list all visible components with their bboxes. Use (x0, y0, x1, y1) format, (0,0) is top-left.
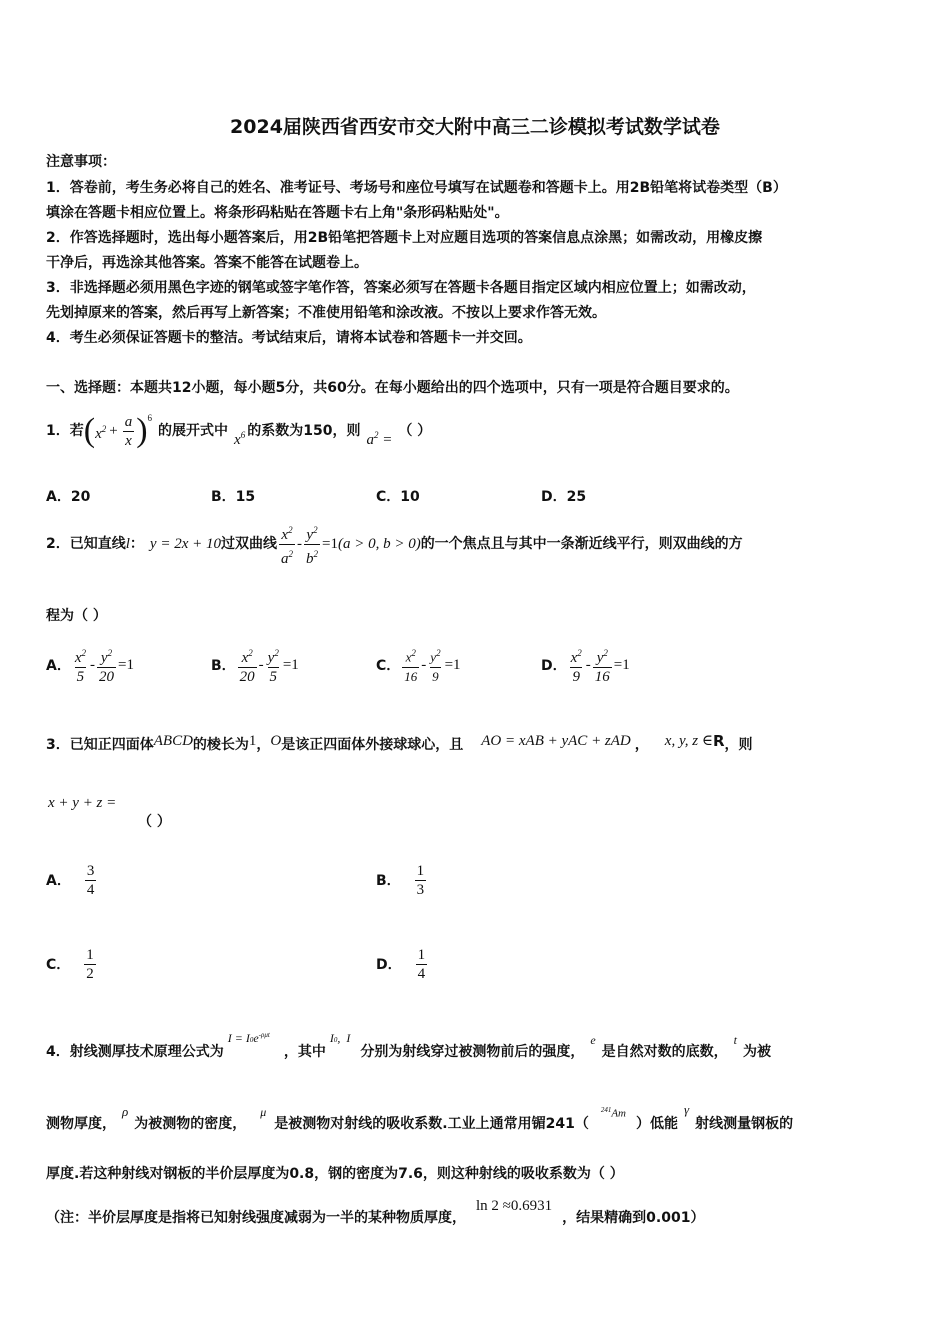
q4-text: ，其中 (283, 1044, 326, 1060)
q4-text: 是自然对数的底数， (601, 1044, 728, 1060)
section-heading: 一、选择题：本题共12小题，每小题5分，共60分。在每小题给出的四个选项中，只有一项是符合题目要求的。 (46, 380, 739, 396)
gamma-symbol: γ (684, 1102, 690, 1117)
question-3 (46, 730, 753, 760)
right-paren: ) (136, 412, 148, 449)
center-point: O (270, 733, 282, 749)
q2-prefix: 2．已知直线 (46, 536, 126, 552)
notice-line: 填涂在答题卡相应位置上。将条形码粘贴在答题卡右上角"条形码粘贴处"。 (46, 205, 509, 221)
q3-text: 是该正四面体外接球球心，且 (281, 737, 464, 753)
q2-text: 的一个焦点且与其中一条渐近线平行，则双曲线的方 (420, 536, 743, 552)
question-2: 2．已知直线 l ： y = 2x + 10 过双曲线 $\frac{x^2}{a^2}$ - $\frac{y^2}{b^2}$ =1 (a > 0, b > 0) 的一个焦点且与其中一条渐近线平行，则双曲线的方 (46, 524, 743, 567)
q1-paren: （ ） (398, 423, 432, 439)
q3-paren: （ ） (138, 814, 171, 830)
q3-option-a: A． $\frac{3}{4}$ (46, 862, 95, 898)
decay-formula: $I = I0e^{-\rho\mu t}$ (227, 1031, 270, 1045)
q1-text: 的系数为150，则 (247, 423, 361, 439)
tetrahedron-name: ABCD (153, 733, 193, 749)
q4-line2 (46, 1098, 793, 1134)
vector-equation: AO = xAB + yAC + zAD (481, 733, 631, 749)
q1-option-c: C．10 (376, 489, 420, 505)
q1-option-d: D．25 (541, 489, 587, 505)
q4-prefix: 4．射线测厚技术原理公式为 (46, 1044, 224, 1060)
notice-heading: 注意事项： (46, 154, 116, 170)
q2-condition: (a > 0, b > 0) (337, 536, 421, 552)
e-symbol: e (590, 1033, 596, 1047)
page-title: 2024届陕西省西安市交大附中高三二诊模拟考试数学试卷 (230, 116, 720, 138)
q2-option-c: C． $\frac{x^2}{16}$ - $\frac{y^2}{9}$ =1 (376, 648, 461, 684)
q3-sum: x + y + z = (48, 795, 117, 811)
q4-note-text: ，结果精确到0.001） (562, 1210, 705, 1226)
notice-line: 干净后，再选涂其他答案。答案不能答在试题卷上。 (46, 255, 368, 271)
q3-text: 的棱长为 (192, 737, 249, 753)
q4-text: 测物厚度， (46, 1116, 116, 1132)
q2-colon: ： (129, 536, 144, 552)
q3-text: ，则 (724, 737, 753, 753)
q3-option-b: B． $\frac{1}{3}$ (376, 862, 425, 898)
notice-line: 4．考生必须保证答题卡的整洁。考试结束后，请将本试卷和答题卡一并交回。 (46, 330, 532, 346)
americium-symbol: $^{241}$Am (600, 1106, 626, 1120)
rho-symbol: ρ (122, 1104, 129, 1119)
q4-text: 是被测物对射线的吸收系数.工业上通常用镅241（ (274, 1116, 589, 1132)
intensity-symbols: I0, I (329, 1031, 351, 1045)
q2-option-a: A． $\frac{x^2}{5}$ - $\frac{y^2}{20}$ =1 (46, 648, 134, 685)
q3-prefix: 3．已知正四面体 (46, 737, 154, 753)
notice-line: 1．答卷前，考生务必将自己的姓名、准考证号、考场号和座位号填写在试题卷和答题卡上。用2B铅笔将试卷类型（B） (46, 180, 787, 196)
q2-option-d: D． $\frac{x^2}{9}$ - $\frac{y^2}{16}$ =1 (541, 648, 630, 685)
q4-note (46, 1194, 704, 1228)
q1-option-a: A．20 (46, 489, 91, 505)
q4-text: ）低能 (636, 1116, 678, 1132)
q4-text: 为被测物的密度， (134, 1116, 247, 1132)
q2-option-b: B． $\frac{x^2}{20}$ - $\frac{y^2}{5}$ =1 (211, 648, 299, 685)
q4-line3: 厚度.若这种射线对钢板的半价层厚度为0.8，钢的密度为7.6，则这种射线的吸收系数为（ ） (46, 1166, 624, 1182)
notice-line: 先划掉原来的答案，然后再写上新答案；不准使用铅笔和涂改液。不按以上要求作答无效。 (46, 305, 606, 321)
q3-option-d: D． $\frac{1}{4}$ (376, 946, 426, 982)
q4-note-text: （注：半价层厚度是指将已知射线强度减弱为一半的某种物质厚度， (46, 1210, 466, 1226)
edge-length: 1 (248, 733, 257, 749)
q4-text: 分别为射线穿过被测物前后的强度， (360, 1044, 585, 1060)
q4-text: 射线测量钢板的 (695, 1116, 794, 1132)
q3-text: ， (256, 737, 271, 753)
mu-symbol: μ (260, 1105, 267, 1119)
q3-option-c: C． $\frac{1}{2}$ (46, 946, 94, 982)
real-set: R (712, 732, 725, 750)
q1-text: 的展开式中 (158, 423, 229, 439)
notice-line: 2．作答选择题时，选出每小题答案后，用2B铅笔把答题卡上对应题目选项的答案信息点涂黑；如需改动，用橡皮擦 (46, 230, 763, 246)
left-paren: ( (83, 412, 96, 449)
variables: x, y, z ∈ (664, 733, 713, 749)
question-1: 1．若 ( $x^2$ + $\frac{a}{x}$ ) 6 的展开式中 $x^6$ 的系数为150，则 $a^2$ = （ ） (46, 412, 432, 449)
q2-text: 过双曲线 (220, 536, 277, 552)
question-4 (46, 1026, 771, 1062)
q2-line2: 程为（ ） (46, 608, 107, 624)
q1-prefix: 1．若 (46, 423, 84, 439)
ln2-value: ln 2 ≈0.6931 (476, 1198, 553, 1214)
q3-text: ， (634, 737, 649, 753)
notice-line: 3．非选择题必须用黑色字迹的钢笔或签字笔作答，答案必须写在答题卡各题目指定区域内相应位置上；如需改动， (46, 280, 756, 296)
t-symbol: t (733, 1033, 737, 1047)
q1-option-b: B．15 (211, 489, 256, 505)
q4-text: 为被 (743, 1044, 771, 1060)
line-equation: y = 2x + 10 (149, 536, 221, 552)
